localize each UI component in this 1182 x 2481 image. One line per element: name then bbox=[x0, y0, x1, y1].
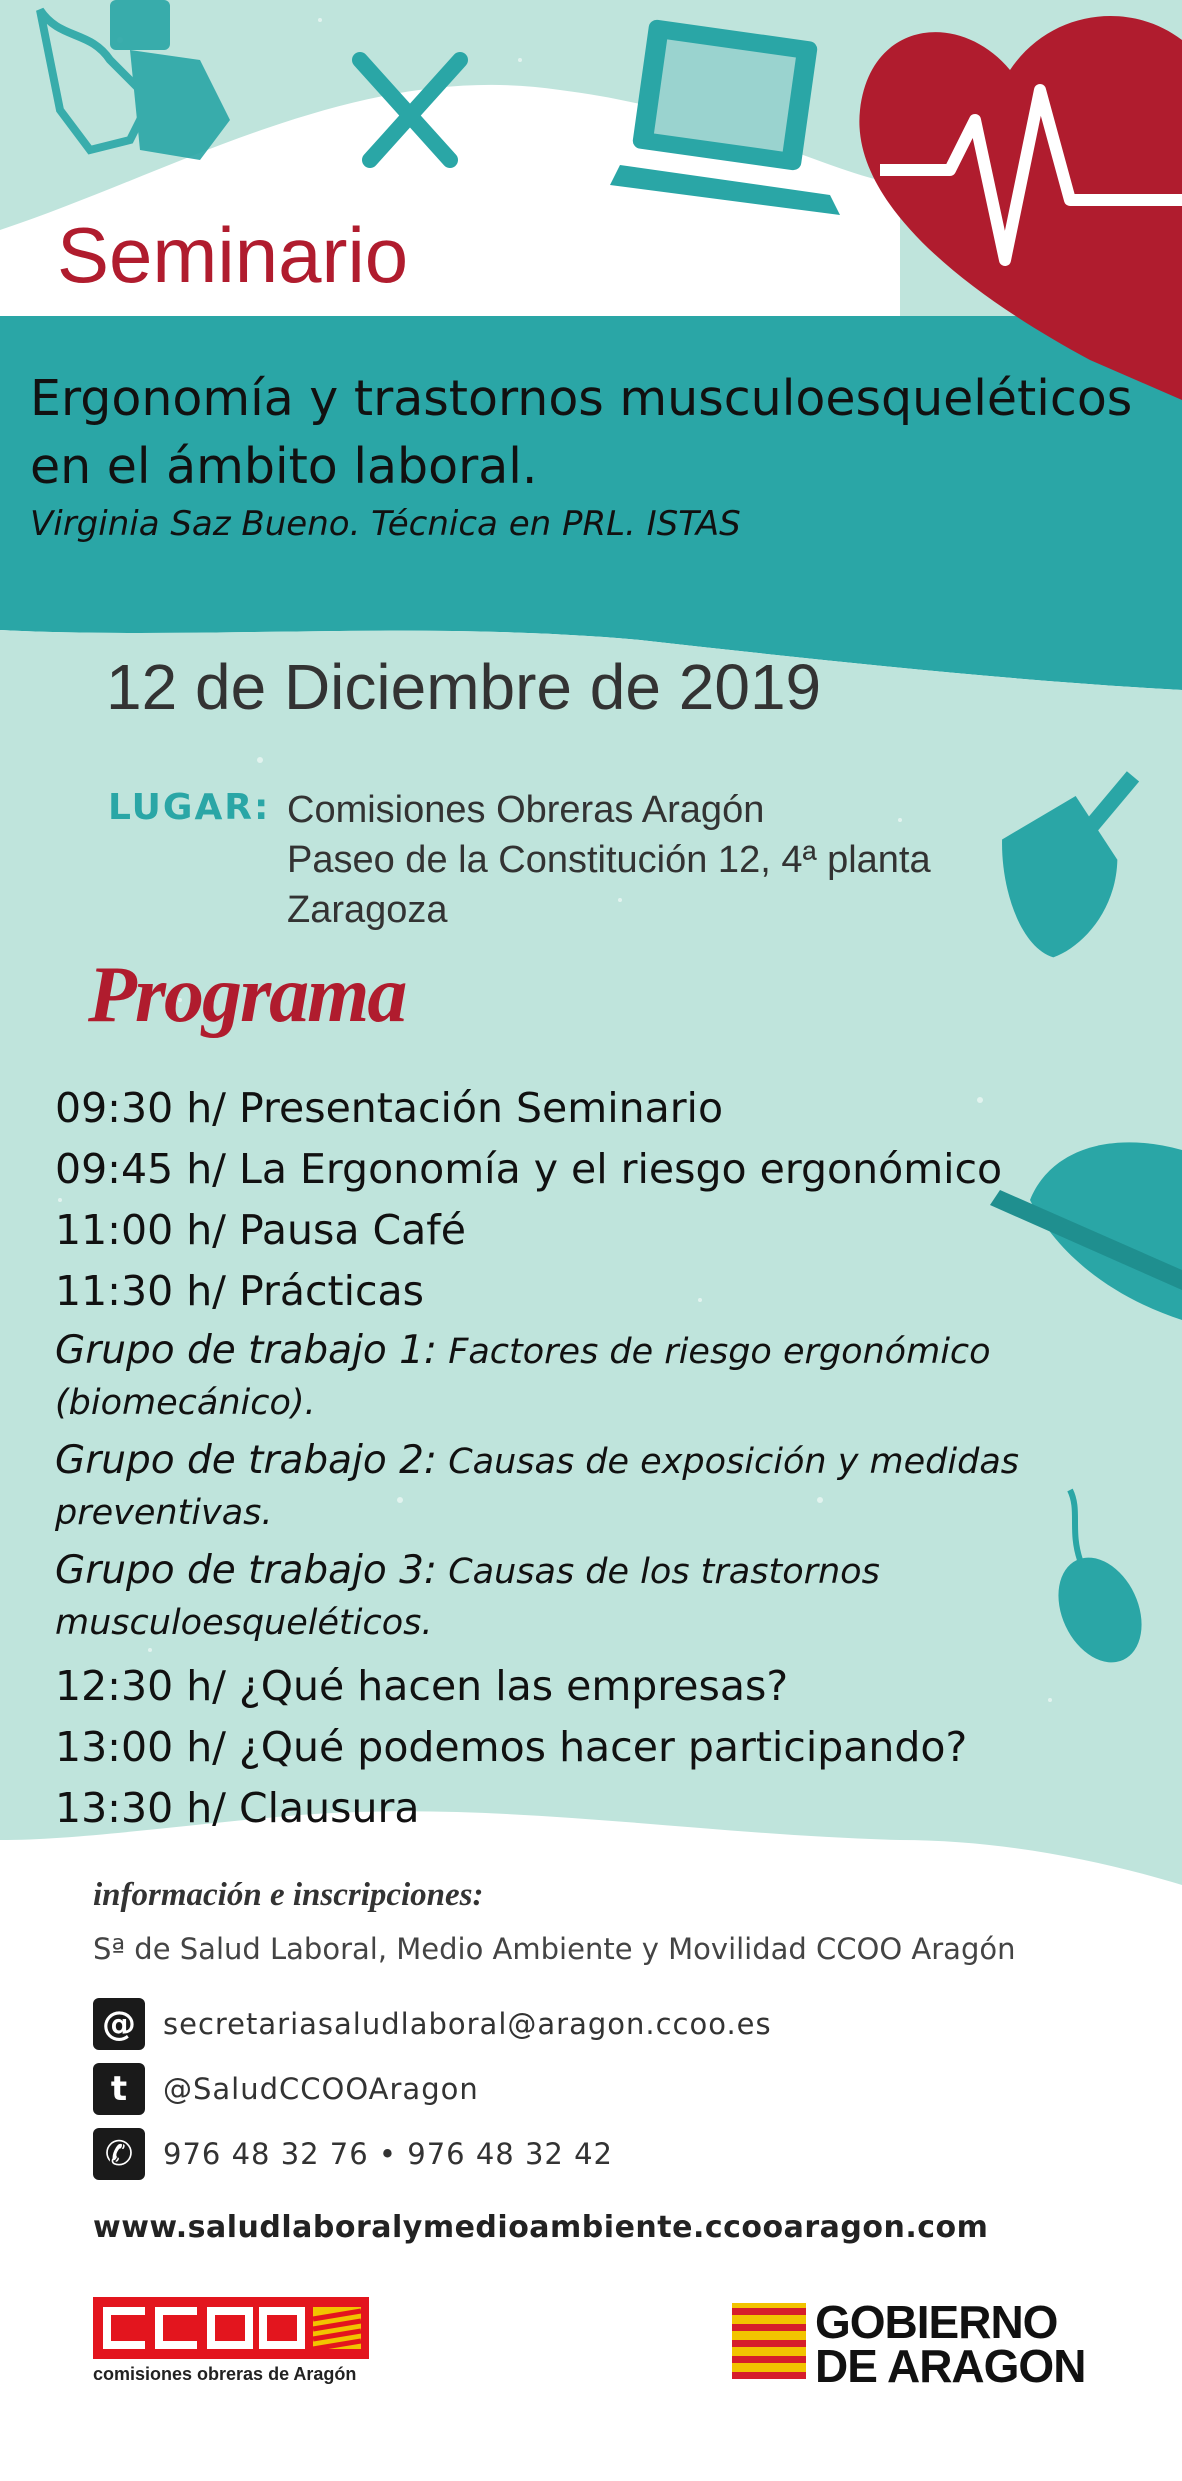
phone-row bbox=[93, 2128, 613, 2180]
program-heading: Programa bbox=[88, 951, 406, 1039]
subtitle-line-2: en el ámbito laboral. bbox=[30, 438, 538, 495]
seminar-subtitle bbox=[30, 365, 1150, 501]
gobierno-line-1: GOBIERNO bbox=[815, 2296, 1058, 2348]
work-group-desc: Causas de exposición y medidas bbox=[437, 1442, 1020, 1482]
ccoo-logo bbox=[93, 2297, 369, 2359]
work-group-desc: (biomecánico). bbox=[55, 1383, 316, 1423]
program-item: 13:30 h/ Clausura bbox=[55, 1784, 420, 1832]
aragon-flag-icon bbox=[732, 2303, 806, 2379]
work-group-desc: Factores de riesgo ergonómico bbox=[437, 1332, 991, 1372]
event-date: 12 de Diciembre de 2019 bbox=[106, 651, 822, 723]
aragon-stripes-icon bbox=[313, 2307, 361, 2349]
email-row bbox=[93, 1998, 772, 2050]
location-line: Comisiones Obreras Aragón bbox=[287, 789, 765, 831]
email-icon: @ bbox=[93, 1998, 145, 2050]
gobierno-line-2: DE ARAGON bbox=[815, 2340, 1086, 2392]
subtitle-line-1: Ergonomía y trastornos musculoesqueléticos bbox=[30, 370, 1133, 427]
work-group-desc: preventivas. bbox=[55, 1493, 273, 1533]
speaker: Virginia Saz Bueno. Técnica en PRL. ISTAS bbox=[30, 504, 741, 544]
info-department: Sª de Salud Laboral, Medio Ambiente y Movilidad CCOO Aragón bbox=[93, 1932, 1016, 1966]
work-group bbox=[55, 1326, 1145, 1428]
twitter-link[interactable]: @SaludCCOOAragon bbox=[163, 2072, 479, 2106]
program-item: 09:30 h/ Presentación Seminario bbox=[55, 1084, 724, 1132]
work-group-label: Grupo de trabajo 2: bbox=[55, 1438, 438, 1483]
program-item: 12:30 h/ ¿Qué hacen las empresas? bbox=[55, 1662, 789, 1710]
work-group bbox=[55, 1546, 1145, 1648]
info-heading: información e inscripciones: bbox=[93, 1877, 484, 1913]
twitter-icon: t bbox=[93, 2063, 145, 2115]
email-link[interactable]: secretariasaludlaboral@aragon.ccoo.es bbox=[163, 2007, 772, 2041]
location-label: LUGAR: bbox=[108, 787, 271, 828]
work-group bbox=[55, 1436, 1145, 1538]
program-item: 11:00 h/ Pausa Café bbox=[55, 1206, 466, 1254]
ccoo-subtitle: comisiones obreras de Aragón bbox=[93, 2364, 357, 2384]
program-item: 09:45 h/ La Ergonomía y el riesgo ergonómico bbox=[55, 1145, 1003, 1193]
phone-icon: ✆ bbox=[93, 2128, 145, 2180]
work-group-desc: musculoesqueléticos. bbox=[55, 1603, 433, 1643]
work-group-desc: Causas de los trastornos bbox=[437, 1552, 880, 1592]
program-list bbox=[55, 1078, 1145, 1839]
location-line: Paseo de la Constitución 12, 4ª planta bbox=[287, 839, 931, 881]
program-item: 11:30 h/ Prácticas bbox=[55, 1267, 425, 1315]
ccoo-logo-mark bbox=[93, 2297, 369, 2359]
gobierno-aragon-logo bbox=[815, 2296, 1086, 2392]
location-line: Zaragoza bbox=[287, 889, 448, 931]
seminar-title: Seminario bbox=[57, 211, 409, 299]
twitter-row bbox=[93, 2063, 479, 2115]
program-item: 13:00 h/ ¿Qué podemos hacer participando? bbox=[55, 1723, 968, 1771]
location-address bbox=[287, 785, 931, 935]
website-link[interactable]: www.saludlaboralymedioambiente.ccooaragon.com bbox=[93, 2210, 989, 2245]
phone-numbers: 976 48 32 76 • 976 48 32 42 bbox=[163, 2137, 613, 2171]
work-group-label: Grupo de trabajo 1: bbox=[55, 1328, 438, 1373]
work-group-label: Grupo de trabajo 3: bbox=[55, 1548, 438, 1593]
